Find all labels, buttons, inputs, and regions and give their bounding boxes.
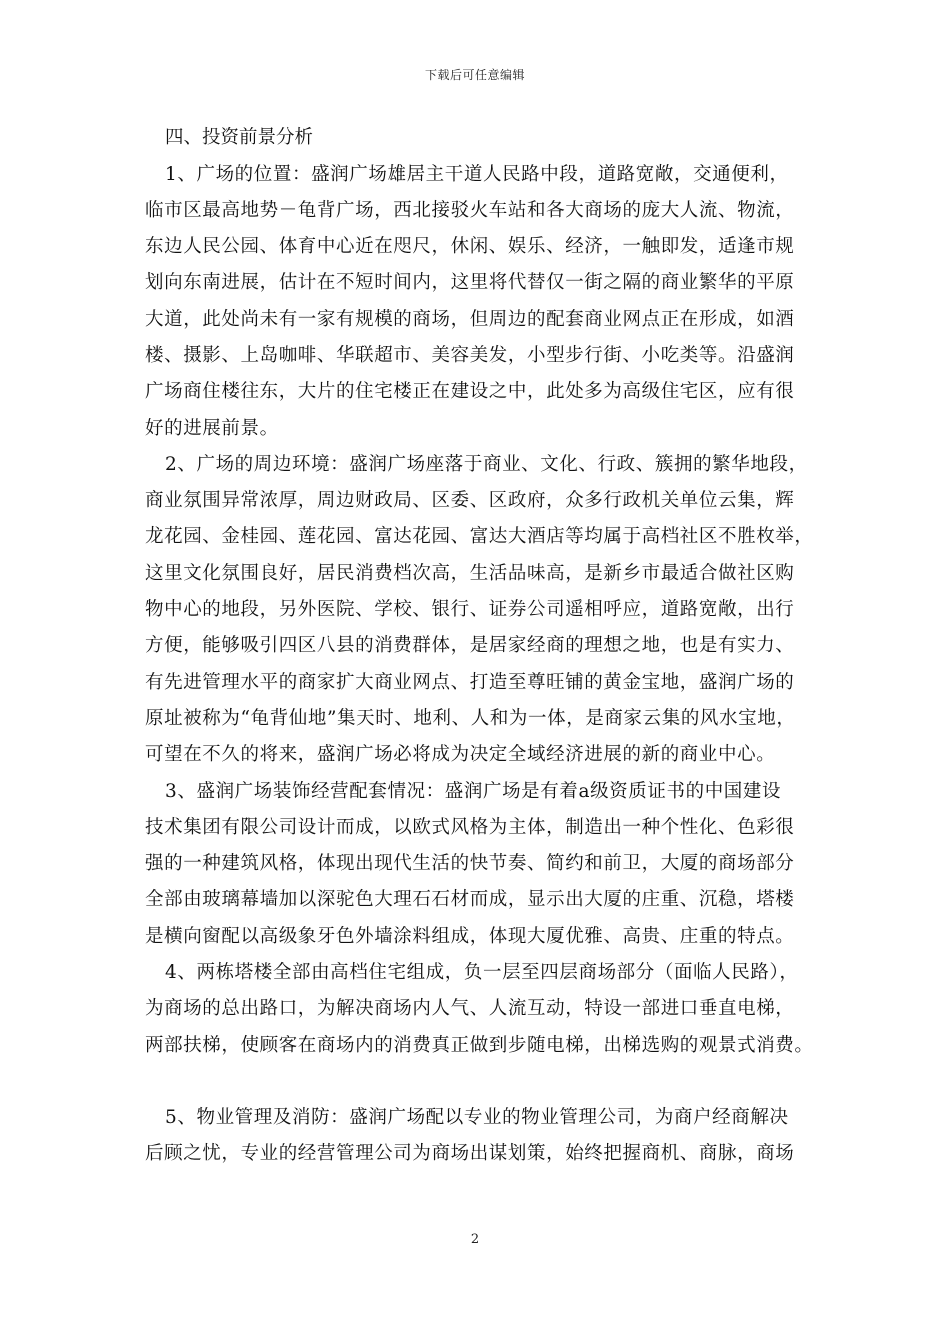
paragraph-line: 技术集团有限公司设计而成，以欧式风格为主体，制造出一种个性化、色彩很 <box>145 816 795 838</box>
document-body <box>145 120 817 1173</box>
paragraph-line: 两部扶梯，使顾客在商场内的消费真正做到步随电梯，出梯选购的观景式消费。 <box>145 1034 814 1056</box>
paragraph-line: 临市区最高地势－龟背广场，西北接驳火车站和各大商场的庞大人流、物流， <box>145 199 795 221</box>
paragraph-line: 是横向窗配以高级象牙色外墙涂料组成，体现大厦优雅、高贵、庄重的特点。 <box>145 925 795 947</box>
paragraph-line: 广场商住楼往东，大片的住宅楼正在建设之中，此处多为高级住宅区，应有很 <box>145 381 795 403</box>
paragraph-towers <box>145 955 817 1064</box>
section-heading: 四、投资前景分析 <box>165 127 314 148</box>
paragraph-line: 物中心的地段，另外医院、学校、银行、证券公司遥相呼应，道路宽敞，出行 <box>145 599 795 621</box>
paragraph-decoration <box>145 774 817 955</box>
paragraph-line: 强的一种建筑风格，体现出现代生活的快节奏、简约和前卫，大厦的商场部分 <box>145 853 795 875</box>
paragraph-location <box>145 157 817 447</box>
paragraph-line: 全部由玻璃幕墙加以深驼色大理石石材而成，显示出大厦的庄重、沉稳，塔楼 <box>145 889 795 911</box>
paragraph-spacer <box>145 1064 817 1100</box>
paragraph-line: 东边人民公园、体育中心近在咫尺，休闲、娱乐、经济，一触即发，适逢市规 <box>145 236 795 258</box>
paragraph-line: 大道，此处尚未有一家有规模的商场，但周边的配套商业网点正在形成，如酒 <box>145 308 795 330</box>
paragraph-line: 有先进管理水平的商家扩大商业网点、打造至尊旺铺的黄金宝地，盛润广场的 <box>145 671 795 693</box>
paragraph-line: 4、两栋塔楼全部由高档住宅组成，负一层至四层商场部分（面临人民路）， <box>165 962 799 984</box>
paragraph-line: 后顾之忧，专业的经营管理公司为商场出谋划策，始终把握商机、商脉，商场 <box>145 1143 795 1165</box>
paragraph-line: 5、物业管理及消防：盛润广场配以专业的物业管理公司，为商户经商解决 <box>165 1106 789 1128</box>
paragraph-line: 这里文化氛围良好，居民消费档次高，生活品味高，是新乡市最适合做社区购 <box>145 562 795 584</box>
paragraph-line: 可望在不久的将来，盛润广场必将成为决定全域经济进展的新的商业中心。 <box>145 744 776 766</box>
paragraph-property-management <box>145 1100 817 1173</box>
paragraph-line: 商业氛围异常浓厚，周边财政局、区委、区政府，众多行政机关单位云集，辉 <box>145 490 795 512</box>
paragraph-line: 2、广场的周边环境：盛润广场座落于商业、文化、行政、簇拥的繁华地段， <box>165 453 808 475</box>
paragraph-line: 龙花园、金桂园、莲花园、富达花园、富达大酒店等均属于高档社区不胜枚举， <box>145 526 814 548</box>
paragraph-line: 楼、摄影、上岛咖啡、华联超市、美容美发，小型步行街、小吃类等。沿盛润 <box>145 344 795 366</box>
paragraph-line: 为商场的总出路口，为解决商场内人气、人流互动，特设一部进口垂直电梯， <box>145 998 795 1020</box>
paragraph-line: 原址被称为“龟背仙地”集天时、地利、人和为一体，是商家云集的风水宝地， <box>145 707 796 729</box>
page-number: 2 <box>470 1232 480 1247</box>
paragraph-environment <box>145 447 817 774</box>
paragraph-line: 1、广场的位置：盛润广场雄居主干道人民路中段，道路宽敞，交通便利， <box>165 163 789 185</box>
paragraph-line: 划向东南进展，估计在不短时间内，这里将代替仅一街之隔的商业繁华的平原 <box>145 272 795 294</box>
paragraph-line: 方便，能够吸引四区八县的消费群体，是居家经商的理想之地，也是有实力、 <box>145 635 795 657</box>
header-note: 下载后可任意编辑 <box>424 68 525 82</box>
paragraph-line: 好的进展前景。 <box>145 417 279 439</box>
paragraph-line: 3、盛润广场装饰经营配套情况：盛润广场是有着a级资质证书的中国建设 <box>165 780 782 802</box>
